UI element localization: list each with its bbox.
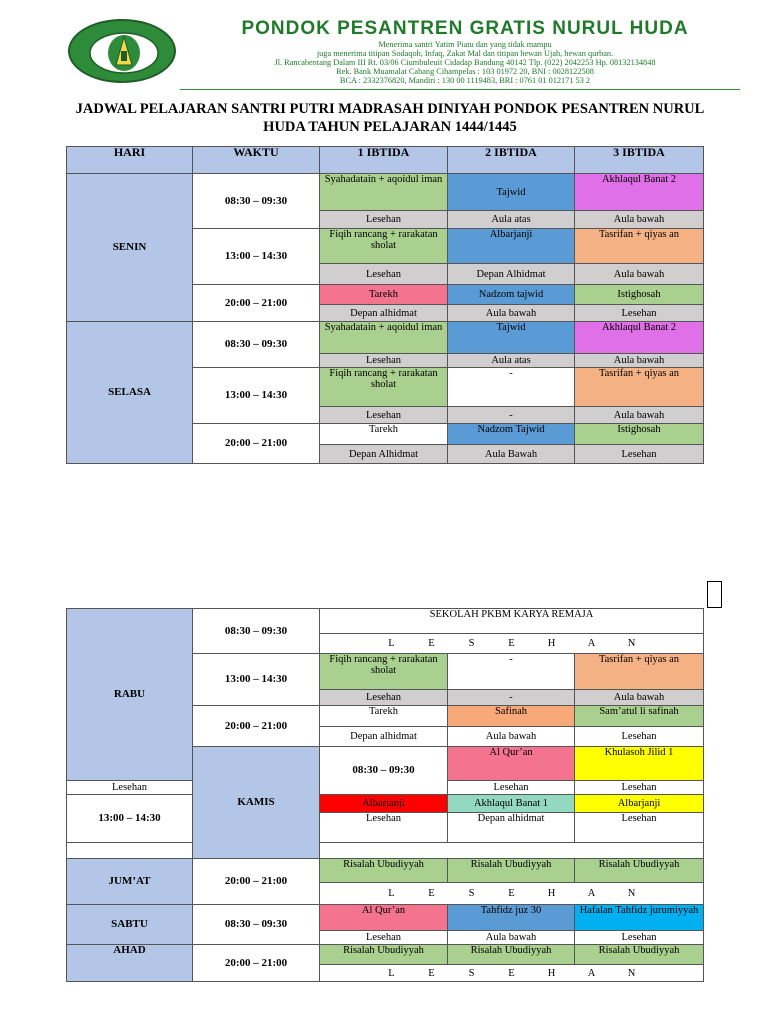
- subject-cell: Tarekh: [320, 424, 448, 445]
- lesehan-cell: [320, 883, 704, 905]
- room-cell: Lesehan: [320, 354, 448, 368]
- lesehan-cell: [320, 965, 704, 982]
- subject-cell: -: [448, 654, 575, 690]
- logo-emblem-icon: [70, 21, 178, 85]
- lesehan-letter: S: [468, 888, 475, 899]
- lesehan-letter: E: [508, 888, 515, 899]
- subject-cell: Tarekh: [320, 285, 448, 305]
- room-cell: Aula bawah: [575, 264, 704, 285]
- day-cell: RABU: [67, 609, 193, 781]
- subject-cell: Risalah Ubudiyyah: [575, 945, 704, 965]
- subject-cell: Tarekh: [320, 706, 448, 727]
- room-cell: Lesehan: [320, 264, 448, 285]
- subject-cell: Albarjanji: [575, 795, 704, 813]
- header-bank-line: BCA : 2332376820, Mandiri : 130 00 1119483, BRI : 0761 01 012171 53 2: [339, 76, 591, 85]
- lesehan-cell: [320, 634, 704, 654]
- lesehan-letter: E: [508, 638, 515, 649]
- time-cell: 08:30 – 09:30: [193, 322, 320, 368]
- subject-cell: Akhlaqul Banat 2: [575, 322, 704, 354]
- header-line: Menerima santri Yatim Piatu dan yang tidak mampu: [378, 40, 552, 49]
- time-cell: 20:00 – 21:00: [193, 285, 320, 322]
- subject-cell: Albarjanji: [320, 795, 448, 813]
- room-cell: Lesehan: [320, 690, 448, 706]
- lesehan-letter: L: [388, 638, 395, 649]
- subject-cell: Tajwid: [448, 174, 575, 211]
- room-cell: Lesehan: [448, 781, 575, 795]
- lesehan-letter: L: [388, 967, 395, 979]
- day-cell: SENIN: [67, 174, 193, 322]
- room-cell: Lesehan: [575, 931, 704, 945]
- room-cell: Lesehan: [575, 727, 704, 747]
- room-cell: -: [448, 407, 575, 424]
- time-cell: 08:30 – 09:30: [193, 905, 320, 945]
- document-title-line: JADWAL PELAJARAN SANTRI PUTRI MADRASAH DINIYAH PONDOK PESANTREN NURUL: [75, 101, 705, 117]
- subject-cell: Istighosah: [575, 285, 704, 305]
- subject-cell: Hafalan Tahfidz jurumiyyah: [575, 905, 704, 931]
- time-cell: 20:00 – 21:00: [193, 424, 320, 464]
- room-cell: Lesehan: [575, 813, 704, 843]
- room-cell: Aula atas: [448, 354, 575, 368]
- day-cell: AHAD: [67, 945, 193, 982]
- lesehan-letter: E: [428, 638, 435, 649]
- time-cell: 13:00 – 14:30: [193, 654, 320, 706]
- room-cell: Aula bawah: [575, 407, 704, 424]
- room-cell: Depan alhidmat: [448, 813, 575, 843]
- room-cell: Aula bawah: [575, 211, 704, 229]
- time-cell: 20:00 – 21:00: [193, 945, 320, 982]
- room-cell: Depan Alhidmat: [448, 264, 575, 285]
- subject-cell: Risalah Ubudiyyah: [320, 945, 448, 965]
- subject-cell: Tajwid: [448, 322, 575, 354]
- lesehan-letter: S: [468, 967, 475, 979]
- room-cell: Aula bawah: [575, 690, 704, 706]
- column-header: 1 IBTIDA: [320, 147, 448, 174]
- room-cell: Lesehan: [320, 407, 448, 424]
- day-cell: SELASA: [67, 322, 193, 464]
- time-cell: 20:00 – 21:00: [193, 706, 320, 747]
- school-banner-cell: SEKOLAH PKBM KARYA REMAJA: [320, 609, 704, 634]
- table-row: [67, 795, 704, 813]
- lesehan-letter: N: [627, 967, 636, 979]
- day-cell: JUM’AT: [67, 859, 193, 905]
- room-cell: Aula atas: [448, 211, 575, 229]
- lesehan-letter: H: [547, 888, 556, 899]
- schedule-table-2: [66, 608, 704, 982]
- lesehan-letter: E: [508, 967, 515, 979]
- time-cell: 13:00 – 14:30: [67, 795, 193, 843]
- table-row: [67, 322, 704, 354]
- room-cell: Depan alhidmat: [320, 305, 448, 322]
- subject-cell: Syahadatain + aqoidul iman: [320, 322, 448, 354]
- room-cell: Aula bawah: [575, 354, 704, 368]
- room-cell: Lesehan: [320, 211, 448, 229]
- lesehan-letter: N: [627, 888, 636, 899]
- header-line: juga menerima titipan Sodaqoh, Infaq, Zakat Mal dan titipan hewan Ujah, hewan qurban.: [316, 49, 614, 58]
- schedule-table-1: [66, 146, 704, 464]
- lesehan-letter: E: [428, 888, 435, 899]
- subject-cell: Safinah: [448, 706, 575, 727]
- table-row: [67, 609, 704, 634]
- subject-cell: Tasrifan + qiyas an: [575, 654, 704, 690]
- lesehan-letter: A: [587, 967, 596, 979]
- subject-cell: Tasrifan + qiyas an: [575, 368, 704, 407]
- column-header: 2 IBTIDA: [448, 147, 575, 174]
- subject-cell: Risalah Ubudiyyah: [448, 945, 575, 965]
- room-cell: Aula bawah: [448, 931, 575, 945]
- room-cell: Lesehan: [320, 931, 448, 945]
- subject-cell: Istighosah: [575, 424, 704, 445]
- subject-cell: Khulasoh Jilid 1: [575, 747, 704, 781]
- subject-cell: Risalah Ubudiyyah: [575, 859, 704, 883]
- subject-cell: Albarjanji: [448, 229, 575, 264]
- header-address: Jl. Rancabentang Dalam III Rt. 03/06 Ciumbuleuit Cidadap Bandung 40142 Tlp. (022) 2042253 Hp. 08132134848: [274, 58, 656, 67]
- room-cell: Lesehan: [320, 813, 448, 843]
- table-row: [67, 905, 704, 931]
- subject-cell: Akhlaqul Banat 2: [575, 174, 704, 211]
- lesehan-letter: A: [587, 888, 596, 899]
- room-cell: Depan Alhidmat: [320, 445, 448, 464]
- subject-cell: Al Qur’an: [448, 747, 575, 781]
- subject-cell: Tasrifan + qiyas an: [575, 229, 704, 264]
- column-header: WAKTU: [193, 147, 320, 174]
- page-marker-box: [707, 581, 722, 608]
- room-cell: Lesehan: [67, 781, 193, 795]
- time-cell: 20:00 – 21:00: [193, 859, 320, 905]
- subject-cell: Nadzom tajwid: [448, 285, 575, 305]
- institution-logo: [68, 19, 176, 83]
- time-cell: 13:00 – 14:30: [193, 368, 320, 424]
- table-header-row: [67, 147, 704, 174]
- subject-cell: Syahadatain + aqoidul iman: [320, 174, 448, 211]
- lesehan-letter: L: [388, 888, 395, 899]
- room-cell: -: [448, 690, 575, 706]
- table-row: [67, 945, 704, 965]
- table-row: [67, 859, 704, 883]
- room-cell: Aula bawah: [448, 305, 575, 322]
- column-header: 3 IBTIDA: [575, 147, 704, 174]
- subject-cell: -: [448, 368, 575, 407]
- room-cell: Aula bawah: [448, 727, 575, 747]
- room-cell: Lesehan: [575, 445, 704, 464]
- subject-cell: Risalah Ubudiyyah: [448, 859, 575, 883]
- subject-cell: Fiqih rancang + rarakatan sholat: [320, 368, 448, 407]
- room-cell: Aula Bawah: [448, 445, 575, 464]
- subject-cell: Fiqih rancang + rarakatan sholat: [320, 654, 448, 690]
- room-cell: Lesehan: [575, 305, 704, 322]
- document-title-line: HUDA TAHUN PELAJARAN 1444/1445: [263, 119, 517, 135]
- table-row: [67, 174, 704, 211]
- day-cell: KAMIS: [193, 747, 320, 859]
- lesehan-letter: S: [468, 638, 475, 649]
- room-cell: Depan alhidmat: [320, 727, 448, 747]
- subject-cell: Akhlaqul Banat 1: [448, 795, 575, 813]
- room-cell: Lesehan: [575, 781, 704, 795]
- subject-cell: Al Qur’an: [320, 905, 448, 931]
- time-cell: 08:30 – 09:30: [193, 609, 320, 654]
- subject-cell: Nadzom Tajwid: [448, 424, 575, 445]
- subject-cell: Fiqih rancang + rarakatan sholat: [320, 229, 448, 264]
- subject-cell: Sam’atul li safinah: [575, 706, 704, 727]
- spacer-row: [67, 843, 704, 859]
- time-cell: 08:30 – 09:30: [193, 174, 320, 229]
- header-divider: [180, 89, 740, 90]
- time-cell: 08:30 – 09:30: [320, 747, 448, 795]
- column-header: HARI: [67, 147, 193, 174]
- lesehan-letter: N: [627, 638, 636, 649]
- lesehan-letter: H: [547, 638, 556, 649]
- lesehan-letter: E: [428, 967, 435, 979]
- day-cell: SABTU: [67, 905, 193, 945]
- time-cell: 13:00 – 14:30: [193, 229, 320, 285]
- lesehan-letter: A: [587, 638, 596, 649]
- document-title: [60, 100, 720, 136]
- subject-cell: Risalah Ubudiyyah: [320, 859, 448, 883]
- subject-cell: Tahfidz juz 30: [448, 905, 575, 931]
- lesehan-letter: H: [547, 967, 556, 979]
- header-bank-line: Rek. Bank Muamalat Cabang Cihampelas : 103 01972 20, BNI : 0028122508: [336, 67, 594, 76]
- institution-name: PONDOK PESANTREN GRATIS NURUL HUDA: [241, 18, 689, 39]
